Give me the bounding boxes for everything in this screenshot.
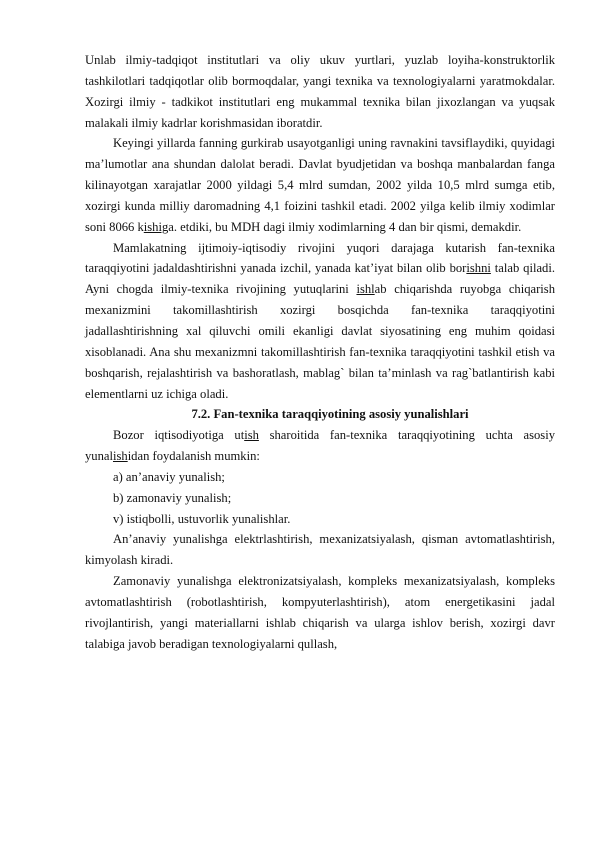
document-page (85, 50, 555, 654)
text-run: sharoitida fan-texnika taraqqiyotining uchta asosiy yunal (85, 428, 555, 464)
underlined-text: ishl (356, 282, 375, 297)
text-run: Bozor iqtisodiyotiga ut (113, 428, 245, 443)
text-run: Keyingi yillarda fanning gurkirab usayotganligi uning ravnakini tavsiflaydiki, quyidagi ma’lumotlar ana shundan dalolat beradi. Davlat byudjetidan va boshqa manbalardan fanga kilinayotgan xarajatlar 2000 yildagi 5,4 mlrd sumdan, 2002 yilda 10,5 mlrd sumga etib, xozirgi kunda milliy daromadning 4,1 foizini tashkil etadi. 2002 yilga kelib ilmiy xodimlar soni 8066 k (85, 136, 555, 234)
underlined-text: ishni (466, 261, 491, 276)
text-run: idan foydalanish mumkin: (127, 449, 260, 464)
text-run: a. etdiki, bu MDH dagi ilmiy xodimlarning 4 dan bir qismi, demakdir. (168, 219, 522, 234)
underlined-text: ish (244, 428, 259, 443)
paragraph-science-growth (85, 133, 555, 237)
text-run: ab chiqarishda ruyobga chiqarish mexanizmini takomillashtirish xozirgi bosqichda fan-texnika taraqqiyotini jadallashtirishning xal qiluvchi omili ekanligi davlat siyosatining eng muhim qoidasi xisoblanadi. Ana shu mexanizmni takomillashtirish fan-texnika taraqqiyotini tashkil etish va boshqarish, rejalashtirish va bashoratlash, mablag` bilan ta’minlash va rag`batlantirish kabi elementlarni uz ichiga oladi. (85, 282, 556, 401)
list-item: v) istiqbolli, ustuvorlik yunalishlar. (113, 511, 291, 526)
text-run: Mamlakatning ijtimoiy-iqtisodiy rivojini yuqori darajaga kutarish fan-texnika taraqqiyotini jadaldashtirishni yanada izchil, yanada kat’iyat bilan olib bor (85, 240, 555, 276)
list-item: a) an’anaviy yunalish; (113, 469, 225, 484)
paragraph-intro: Unlab ilmiy-tadqiqot institutlari va oliy ukuv yurtlari, yuzlab loyiha-konstruktorlik tashkilotlari tadqiqotlar olib bormoqdalar, yangi texnika va texnologiyalarni yaratmokdalar. Xozirgi ilmiy - tadkikot institutlari eng mukammal texnika bilan jixozlangan va yuqsak malakali ilmiy kadrlar korishmasidan iboratdir. (85, 53, 555, 130)
paragraph-modern: Zamonaviy yunalishga elektronizatsiyalash, kompleks mexanizatsiyalash, kompleks avtomatlashtirish (robotlashtirish, kompyuterlashtirish), atom energetikasini jadal rivojlantirish, yangi materiallarni ishlab chiqarish va ularga ishlov berish, xozirgi davr talabiga javob beradigan texnologiyalarni qullash, (85, 574, 555, 651)
paragraph-mechanism (85, 238, 555, 405)
underlined-text: ishig (143, 219, 169, 234)
text-run: talab qiladi. Ayni chogda ilmiy-texnika rivojining yutuqlarini (85, 261, 556, 297)
paragraph-directions-intro (85, 425, 555, 467)
paragraph-traditional: An’anaviy yunalishga elektrlashtirish, mexanizatsiyalash, qisman avtomatlashtirish, kimyolash kiradi. (85, 532, 555, 568)
list-item: b) zamonaviy yunalish; (113, 490, 232, 505)
section-heading: 7.2. Fan-texnika taraqqiyotining asosiy yunalishlari (191, 407, 469, 422)
underlined-text: ish (112, 449, 128, 464)
